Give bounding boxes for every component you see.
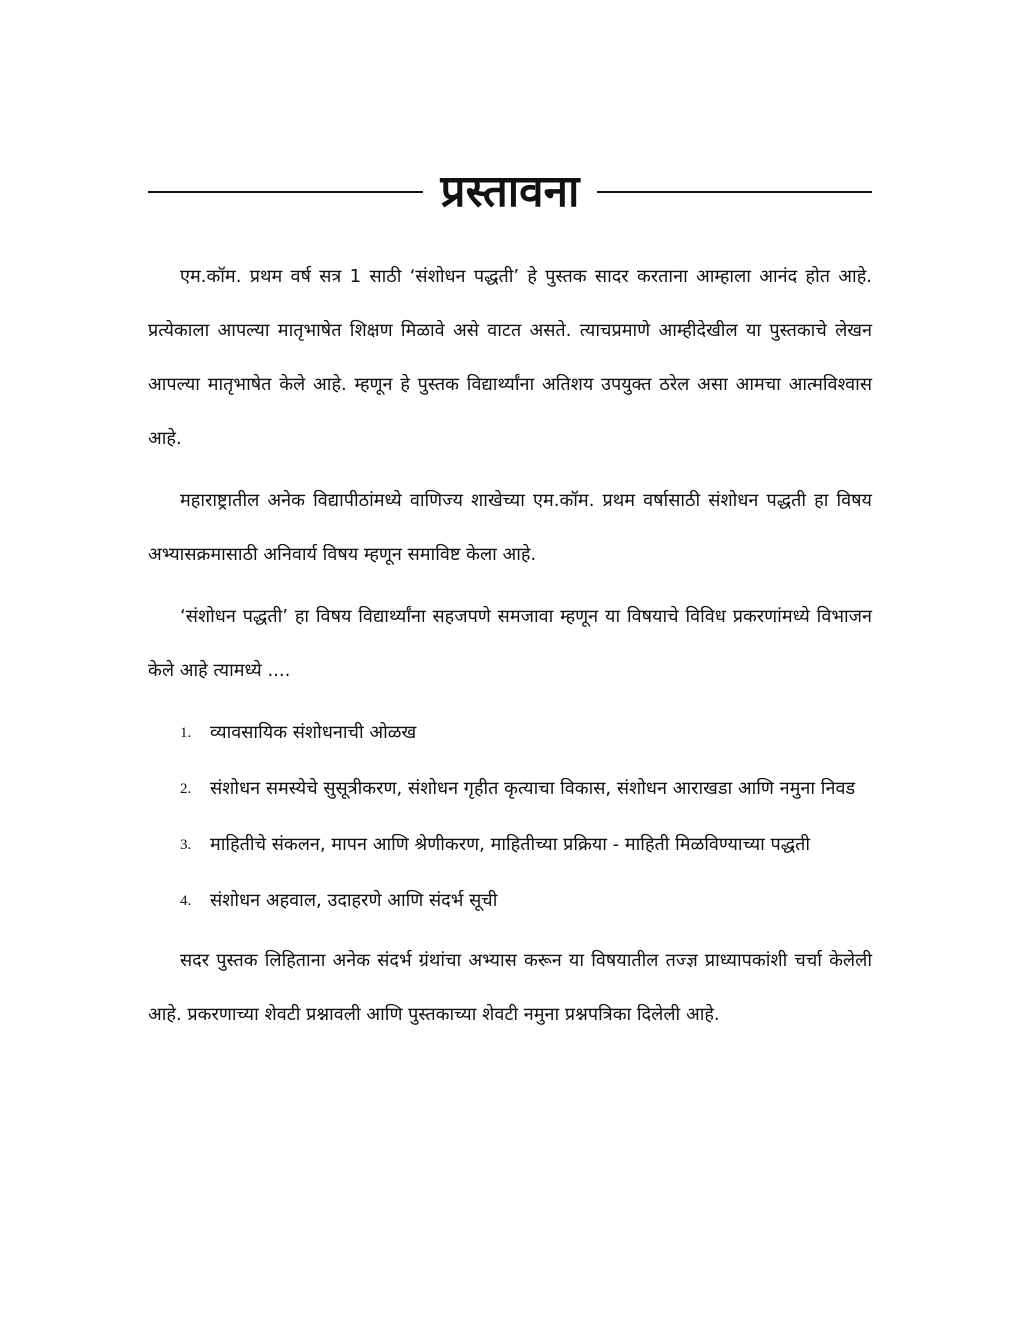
paragraph-closing: सदर पुस्तक लिहिताना अनेक संदर्भ ग्रंथांचा अभ्यास करून या विषयातील तज्ज्ञ प्राध्यापकांशी चर्चा केलेली आहे. प्रकरणाच्या शेवटी प्रश्नावली आणि पुस्तकाच्या शेवटी नमुना प्रश्नपत्रिका दिलेली आहे. — [148, 950, 872, 1025]
paragraph-chapters: ‘संशोधन पद्धती’ हा विषय विद्यार्थ्यांना सहजपणे समजावा म्हणून या विषयाचे विविध प्रकरणांमध्ये विभाजन केले आहे त्यामध्ये .... — [148, 606, 872, 681]
list-item — [148, 818, 872, 872]
paragraph-syllabus: महाराष्ट्रातील अनेक विद्यापीठांमध्ये वाणिज्य शाखेच्या एम.कॉम. प्रथम वर्षासाठी संशोधन पद्धती हा विषय अभ्यासक्रमासाठी अनिवार्य विषय म्हणून समाविष्ट केला आहे. — [148, 490, 872, 565]
list-item-number: 3. — [180, 837, 192, 853]
list-item-text: व्यावसायिक संशोधनाची ओळख — [210, 722, 417, 743]
list-item — [148, 874, 872, 928]
list-item — [148, 706, 872, 760]
list-item-number: 4. — [180, 893, 192, 909]
list-item-text: माहितीचे संकलन, मापन आणि श्रेणीकरण, माहितीच्या प्रक्रिया - माहिती मिळविण्याच्या पद्धती — [210, 834, 811, 855]
list-item — [148, 762, 872, 816]
paragraph-intro: एम.कॉम. प्रथम वर्ष सत्र 1 साठी ‘संशोधन पद्धती’ हे पुस्तक सादर करताना आम्हाला आनंद होत आहे. प्रत्येकाला आपल्या मातृभाषेत शिक्षण मिळावे असे वाटत असते. त्याचप्रमाणे आम्हीदेखील या पुस्तकाचे लेखन आपल्या मातृभाषेत केले आहे. म्हणून हे पुस्तक विद्यार्थ्यांना अतिशय उपयुक्त ठरेल असा आमचा आत्मविश्वास आहे. — [148, 266, 872, 449]
list-item-text: संशोधन अहवाल, उदाहरणे आणि संदर्भ सूची — [210, 890, 498, 911]
title-rule-left — [148, 191, 423, 193]
list-item-text: संशोधन समस्येचे सुसूत्रीकरण, संशोधन गृहीत कृत्याचा विकास, संशोधन आराखडा आणि नमुना निवड — [210, 778, 856, 799]
body-content — [148, 250, 872, 1050]
list-item-number: 1. — [180, 725, 192, 741]
page-title: प्रस्तावना — [440, 166, 580, 217]
title-rule-right — [597, 191, 872, 193]
list-item-number: 2. — [180, 781, 192, 797]
title-row — [148, 162, 872, 222]
chapter-list — [148, 706, 872, 928]
